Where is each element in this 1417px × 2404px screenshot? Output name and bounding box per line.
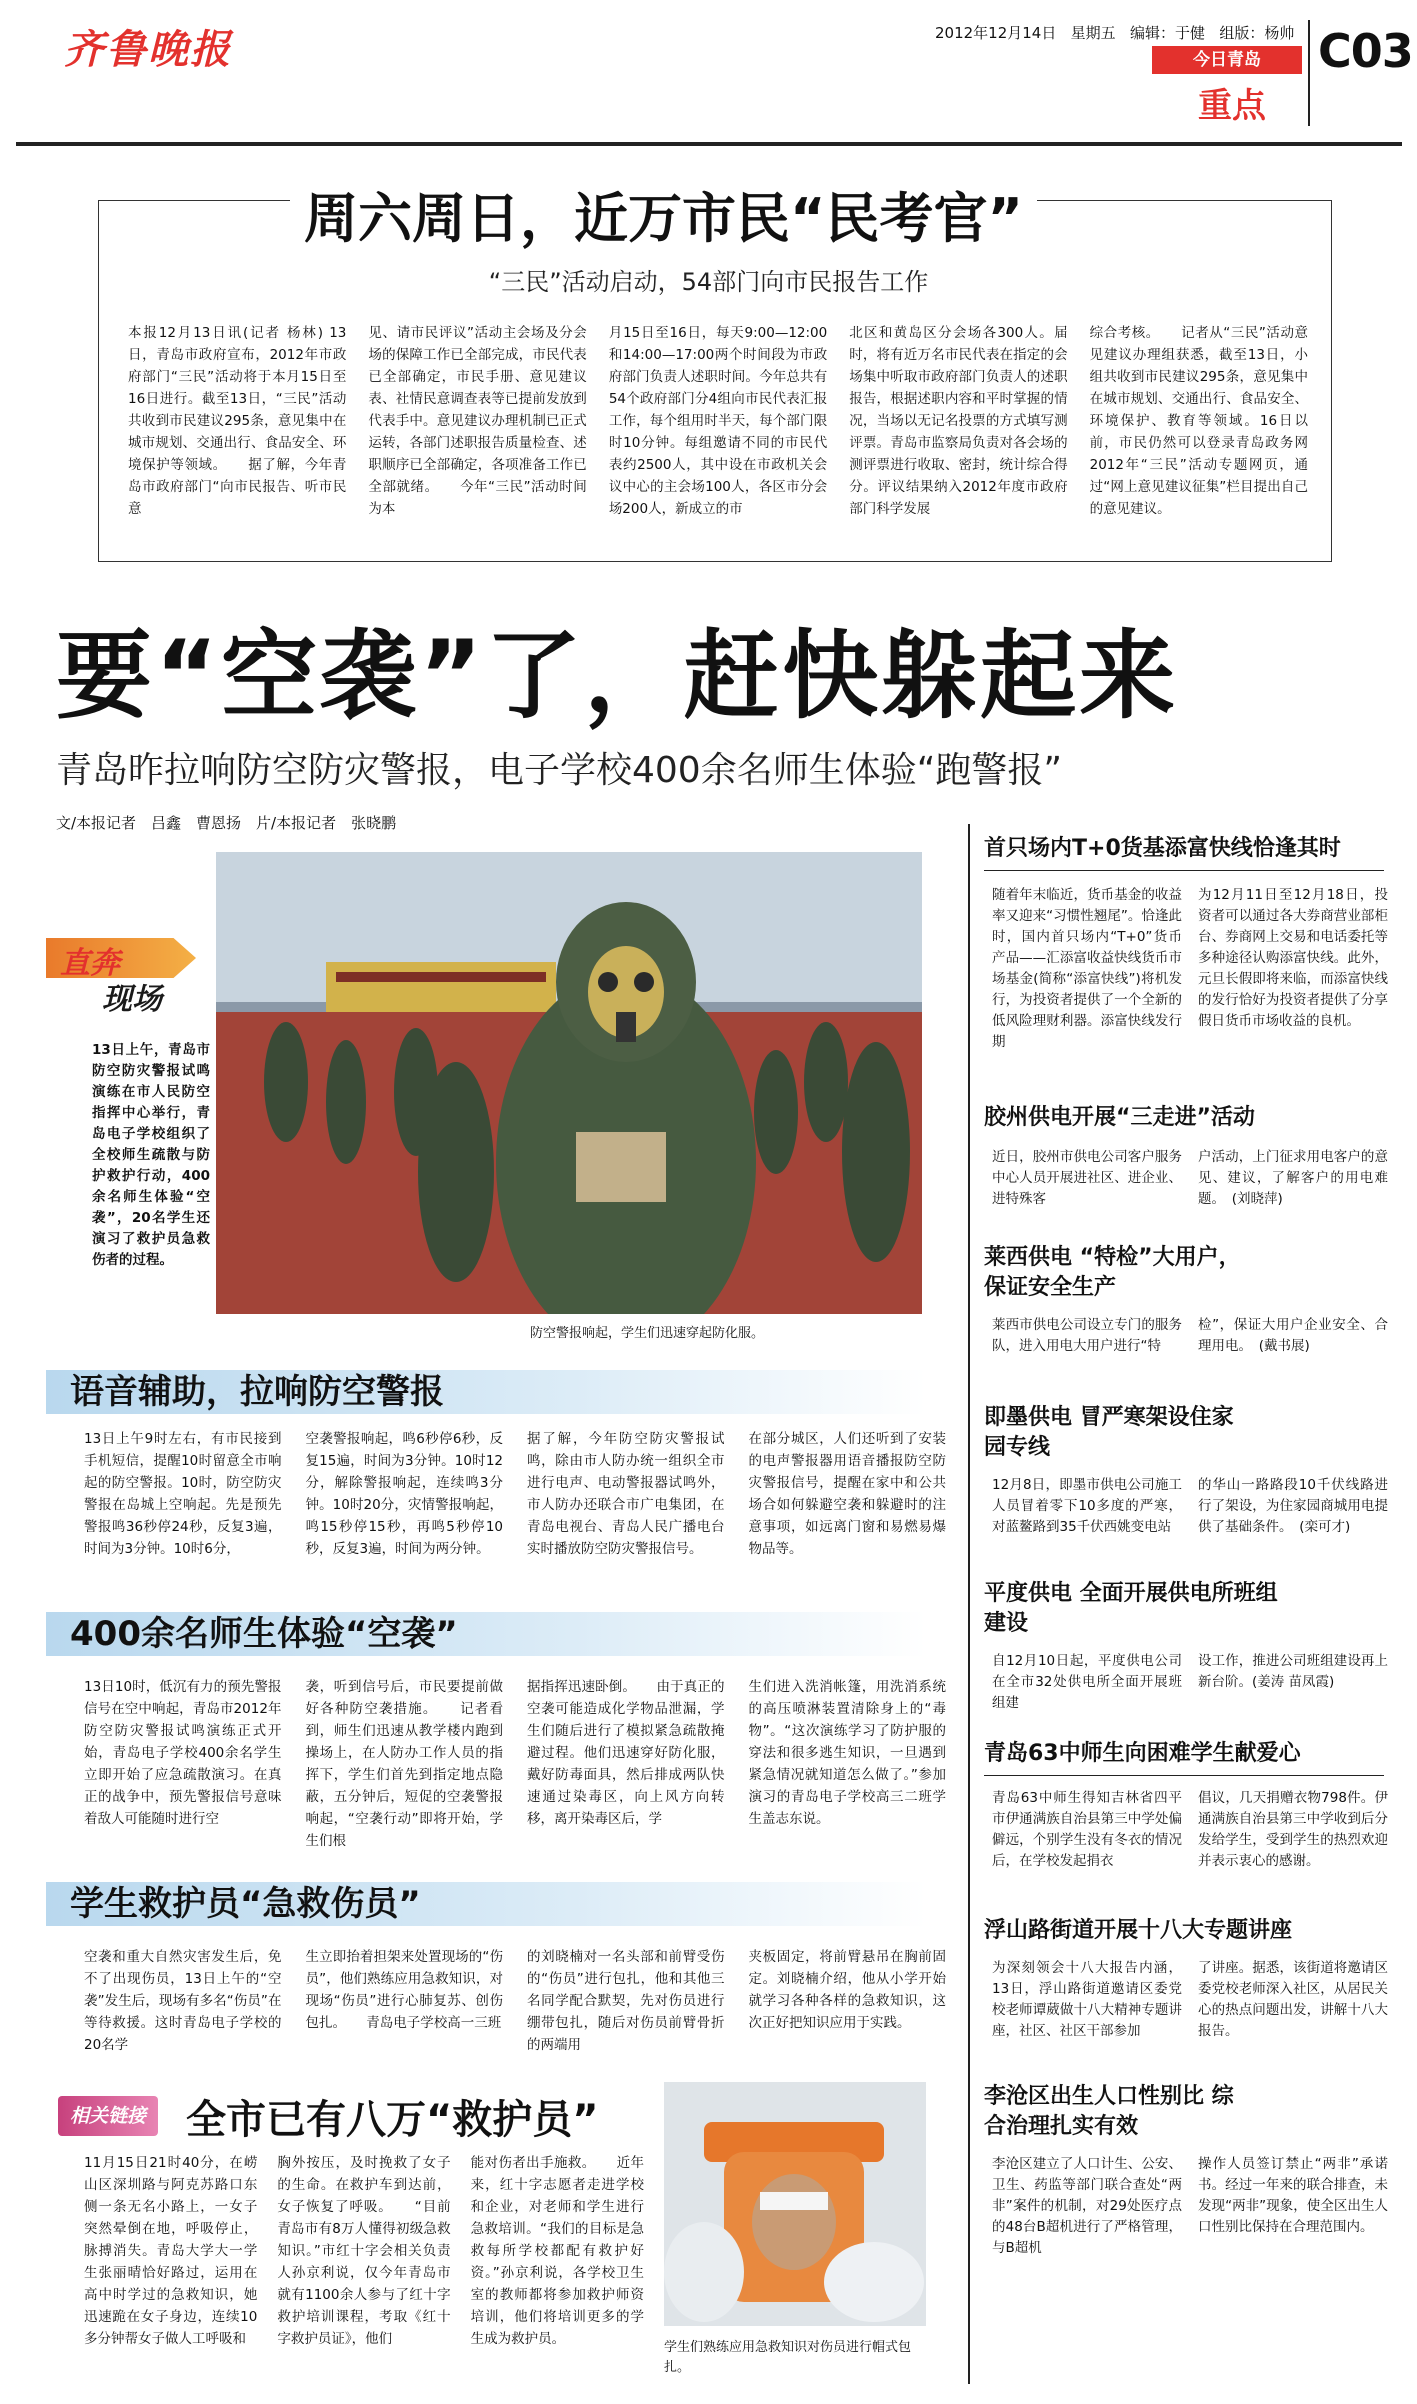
badge-line2: 现场 — [102, 982, 162, 1017]
issue-date: 2012年12月14日 — [935, 24, 1057, 42]
section-name: 重点 — [1198, 86, 1266, 126]
story1-col: 见、请市民评议”活动主会场及分会场的保障工作已全部完成，市民代表已全部确定，市民手册、意见建议表、社情民意调查表等已提前发放到代表手中。意见建议办理机制已正式运转，各部门述职报告质量检查、述职顺序已全部确定，各项准备工作已全部就绪。 今年“三民”活动时间为本 — [368, 325, 587, 517]
editor-credit: 编辑：于健 — [1130, 24, 1206, 42]
page-number: C03 — [1318, 24, 1413, 78]
sidebar-rule — [984, 870, 1384, 871]
sidebar-title: 即墨供电 冒严寒架设住家园专线 — [984, 1405, 1234, 1460]
sidebar-col: 青岛63中师生得知吉林省四平市伊通满族自治县第三中学处偏僻远，个别学生没有冬衣的情况后，在学校发起捐衣 — [992, 1790, 1182, 1869]
sidebar-body — [984, 1946, 1396, 2068]
sidebar-col: 为12月11日至12月18日，投资者可以通过各大券商营业部柜台、券商网上交易和电话委托等多种途径认购添富快线。此外，元旦长假即将来临，而添富快线的发行恰好为投资者提供了分享假日货币市场收益的良机。 — [1198, 887, 1388, 1029]
sidebar-title: 莱西供电 “特检”大用户，保证安全生产 — [984, 1245, 1241, 1300]
sidebar-body — [984, 1133, 1396, 1225]
section-title: 400余名师生体验“空袭” — [70, 1614, 458, 1654]
story3-body — [84, 2152, 644, 2388]
sidebar-body — [984, 1788, 1396, 1898]
story3-title: 全市已有八万“救护员” — [186, 2097, 599, 2143]
sidebar-col: 的华山一路路段10千伏线路进行了架设，为住家园商城用电提供了基础条件。 (栾可才) — [1198, 1477, 1388, 1535]
sidebar-body — [984, 1303, 1396, 1385]
section-col: 空袭和重大自然灾害发生后，免不了出现伤员，13日上午的“空袭”发生后，现场有多名“伤员”在等待救援。这时青岛电子学校的20名学 — [84, 1949, 282, 2053]
sidebar-col: 倡议，几天捐赠衣物798件。伊通满族自治县第三中学收到后分发给学生，受到学生的热烈欢迎并表示衷心的感谢。 — [1198, 1790, 1388, 1869]
story3-col: 能对伤者出手施救。 近年来，红十字志愿者走进学校和企业，对老师和学生进行急救培训。“我们的目标是急救每所学校都配有救护好资。”孙京利说，各学校卫生室的教师都将参加救护师资培训，他们将培训更多的学生成为救护员。 — [470, 2155, 644, 2347]
story1-col: 本报12月13日讯(记者 杨林) 13日，青岛市政府宣布，2012年市政府部门“三民”活动将于本月15日至16日进行。截至13日，“三民”活动共收到市民建议295条，意见集中在城市规划、交通出行、食品安全、环境保护等领域。 据了解，今年青岛市政府部门“向市民报告、听市民意 — [128, 325, 347, 517]
section-col: 的刘晓楠对一名头部和前臂受伤的“伤员”进行包扎，他和其他三名同学配合默契，先对伤员进行绷带包扎，随后对伤员前臂骨折的两端用 — [527, 1949, 725, 2053]
newspaper-logo: 齐鲁晚报 — [64, 26, 232, 73]
sidebar-col: 李沧区建立了人口计生、公安、卫生、药监等部门联合查处“两非”案件的机制，对29处医疗点的48台B超机进行了严格管理，与B超机 — [992, 2156, 1182, 2256]
sidebar-col: 设工作，推进公司班组建设再上新台阶。(姜涛 苗凤霞) — [1198, 1653, 1388, 1690]
sidebar-col: 莱西市供电公司设立专门的服务队，进入用电大用户进行“特 — [992, 1317, 1182, 1354]
section-col: 生们进入洗消帐篷，用洗消系统的高压喷淋装置清除身上的“毒物”。“这次演练学习了防护服的穿法和很多逃生知识，一旦遇到紧急情况就知道怎么做了。”参加演习的青岛电子学校高三二班学生盖志东说。 — [748, 1679, 946, 1827]
issue-weekday: 星期五 — [1070, 24, 1116, 42]
section-col: 据了解，今年防空防灾警报试鸣，除由市人防办统一组织全市进行电声、电动警报器试鸣外，市人防办还联合市广电集团，在青岛电视台、青岛人民广播电台实时播放防空防灾警报信号。 — [527, 1431, 725, 1557]
story1-col: 北区和黄岛区分会场各300人。届时，将有近万名市民代表在指定的会场集中听取市政府部门负责人的述职报告，根据述职内容和平时掌握的情况，当场以无记名投票的方式填写测评票。青岛市监察局负责对各会场的测评票进行收取、密封，统计综合得分。评议结果纳入2012年度市政府部门科学发展 — [849, 325, 1068, 517]
photo-illustration — [216, 852, 922, 1314]
sidebar-col: 操作人员签订禁止“两非”承诺书。经过一年来的联合排查，未发现“两非”现象，使全区出生人口性别比保持在合理范围内。 — [1198, 2156, 1388, 2235]
sidebar-col: 了讲座。据悉，该街道将邀请区委党校老师深入社区，从居民关心的热点问题出发，讲解十八大报告。 — [1198, 1960, 1388, 2039]
story1-body — [128, 322, 1308, 550]
story3-col: 胸外按压，及时挽救了女子的生命。在救护车到达前，女子恢复了呼吸。 “目前青岛市有8万人懂得初级急救知识。”市红十字会相关负责人孙京利说，仅今年青岛市就有1100余人参与了红十字救护培训课程，考取《红十字救护员证》，他们 — [277, 2155, 451, 2347]
sidebar-body — [984, 885, 1396, 1085]
edition-tag: 今日青岛 — [1152, 46, 1302, 74]
sidebar-col: 检”，保证大用户企业安全、合理用电。 (戴书展) — [1198, 1317, 1388, 1354]
sidebar-title: 胶州供电开展“三走进”活动 — [984, 1105, 1255, 1130]
section-body — [84, 1676, 946, 1856]
sidebar-col: 12月8日，即墨市供电公司施工人员冒着零下10多度的严寒，对蓝鳌路到35千伏西姚变电站 — [992, 1477, 1182, 1535]
sidebar-col: 随着年末临近，货币基金的收益率又迎来“习惯性翘尾”。恰逢此时，国内首只场内“T+0”货币产品——汇添富收益快线货币市场基金(简称“添富快线”)将机发行，为投资者提供了一个全新的低风险理财利器。添富快线发行期 — [992, 887, 1182, 1050]
sidebar — [984, 834, 1396, 2274]
section-title: 学生救护员“急救伤员” — [70, 1884, 421, 1924]
column-divider — [968, 824, 970, 2384]
sidebar-title: 浮山路街道开展十八大专题讲座 — [984, 1918, 1293, 1943]
sidebar-col: 户活动，上门征求用电客户的意见、建议，了解客户的用电难题。 (刘晓萍) — [1198, 1149, 1388, 1207]
section-title: 语音辅助，拉响防空警报 — [70, 1372, 444, 1412]
story1-subtitle: “三民”活动启动，54部门向市民报告工作 — [488, 268, 929, 296]
section-col: 据指挥迅速卧倒。 由于真正的空袭可能造成化学物品泄漏，学生们随后进行了模拟紧急疏散掩避过程。他们迅速穿好防化服，戴好防毒面具，然后排成两队快速通过染毒区，向上风方向转移，离开染毒区后，学 — [527, 1679, 725, 1827]
section-body — [84, 1428, 946, 1578]
story3-col: 11月15日21时40分，在崂山区深圳路与阿克苏路口东侧一条无名小路上，一女子突然晕倒在地，呼吸停止，脉搏消失。青岛大学大一学生张丽晴恰好路过，运用在高中时学过的急救知识，她迅速跪在女子身边，连续10多分钟帮女子做人工呼吸和 — [84, 2155, 258, 2347]
photo-caption-2: 学生们熟练应用急救知识对伤员进行帽式包扎。 — [664, 2340, 912, 2375]
related-link-tag: 相关链接 — [58, 2096, 158, 2136]
photo-caption-1: 防空警报响起，学生们迅速穿起防化服。 — [530, 1326, 765, 1341]
story2-byline: 文/本报记者 吕鑫 曹恩扬 片/本报记者 张晓鹏 — [56, 814, 397, 832]
sidebar-title: 李沧区出生人口性别比 综合治理扎实有效 — [984, 2084, 1234, 2139]
story2-subheadline: 青岛昨拉响防空防灾警报，电子学校400余名师生体验“跑警报” — [56, 750, 1063, 791]
badge-line1: 直奔 — [60, 946, 120, 981]
section-col: 袭，听到信号后，市民要提前做好各种防空袭措施。 记者看到，师生们迅速从教学楼内跑到操场上，在人防办工作人员的指挥下，学生们首先到指定地点隐蔽，五分钟后，短促的空袭警报响起，“空袭行动”即将开始，学生们根 — [305, 1679, 503, 1849]
sidebar-col: 为深刻领会十八大报告内涵，13日，浮山路街道邀请区委党校老师谭葳做十八大精神专题讲座，社区、社区干部参加 — [992, 1960, 1182, 2039]
masthead-divider — [1308, 20, 1310, 126]
section-col: 13日10时，低沉有力的预先警报信号在空中响起，青岛市2012年防空防灾警报试鸣演练正式开始，青岛电子学校400余名学生立即开始了应急疏散演习。在真正的战争中，预先警报信号意味着敌人可能随时进行空 — [84, 1679, 282, 1827]
section-col: 在部分城区，人们还听到了安装的电声警报器用语音播报防空防灾警报信号，提醒在家中和公共场合如何躲避空袭和躲避时的注意事项，如远离门窗和易燃易爆物品等。 — [748, 1431, 946, 1557]
sidebar-col: 近日，胶州市供电公司客户服务中心人员开展进社区、进企业、进特殊客 — [992, 1149, 1182, 1207]
sidebar-col: 自12月10日起，平度供电公司在全市32处供电所全面开展班组建 — [992, 1653, 1182, 1711]
gas-mask-drill-photo — [216, 852, 922, 1314]
story2-headline: 要“空袭”了，赶快躲起来 — [56, 620, 1179, 732]
section-body — [84, 1946, 946, 2056]
section-col: 夹板固定，将前臂悬吊在胸前固定。刘晓楠介绍，他从小学开始就学习各种各样的急救知识，这次正好把知识应用于实践。 — [748, 1949, 946, 2031]
sidebar-body — [984, 1463, 1396, 1561]
story1-col: 综合考核。 记者从“三民”活动意见建议办理组获悉，截至13日，小组共收到市民建议295条，意见集中在城市规划、交通出行、食品安全、环境保护、教育等领域。16日以前，市民仍然可以登录青岛政务网2012年“三民”活动专题网页，通过“网上意见建议征集”栏目提出自己的意见建议。 — [1089, 325, 1309, 517]
sidebar-body — [984, 2142, 1396, 2274]
section-col: 空袭警报响起，鸣6秒停6秒，反复15遍，时间为3分钟。10时12分，解除警报响起，连续鸣3分钟。10时20分，灾情警报响起，鸣15秒停15秒，再鸣5秒停10秒，反复3遍，时间为两分钟。 — [305, 1431, 503, 1557]
photo-illustration — [664, 2082, 926, 2326]
story1-col: 月15日至16日，每天9:00—12:00和14:00—17:00两个时间段为市政府部门负责人述职时间。今年总共有54个政府部门分4组向市民代表汇报工作，每个组用时半天，每个部门限时10分钟。每组邀请不同的市民代表约2500人，其中设在市政机关会议中心的主会场100人，各区市分会场200人，新成立的市 — [608, 325, 828, 517]
section-col: 生立即抬着担架来处置现场的“伤员”，他们熟练应用急救知识，对现场“伤员”进行心肺复苏、创伤包扎。 青岛电子学校高一三班 — [305, 1949, 503, 2031]
designer-credit: 组版：杨帅 — [1219, 24, 1295, 42]
story1-title: 周六周日，近万市民“民考官” — [290, 176, 1037, 253]
sidebar-rule — [984, 1775, 1384, 1776]
sidebar-title: 青岛63中师生向困难学生献爱心 — [984, 1741, 1301, 1766]
sidebar-title: 首只场内T+0货基添富快线恰逢其时 — [984, 836, 1341, 861]
masthead-info — [935, 22, 1294, 43]
masthead-rule — [16, 142, 1402, 146]
sidebar-body — [984, 1639, 1396, 1721]
story2-lead: 13日上午，青岛市防空防灾警报试鸣演练在市人民防空指挥中心举行，青岛电子学校组织了全校师生疏散与防护救护行动，400余名师生体验“空袭”，20名学生还演习了救护员急救伤者的过程。 — [92, 1042, 210, 1268]
sidebar-title: 平度供电 全面开展供电所班组建设 — [984, 1581, 1278, 1636]
section-col: 13日上午9时左右，有市民接到手机短信，提醒10时留意全市响起的防空警报。10时，防空防灾警报在岛城上空响起。先是预先警报鸣36秒停24秒，反复3遍，时间为3分钟。10时6分， — [84, 1431, 282, 1557]
first-aid-photo — [664, 2082, 926, 2326]
live-report-badge — [46, 920, 206, 1020]
